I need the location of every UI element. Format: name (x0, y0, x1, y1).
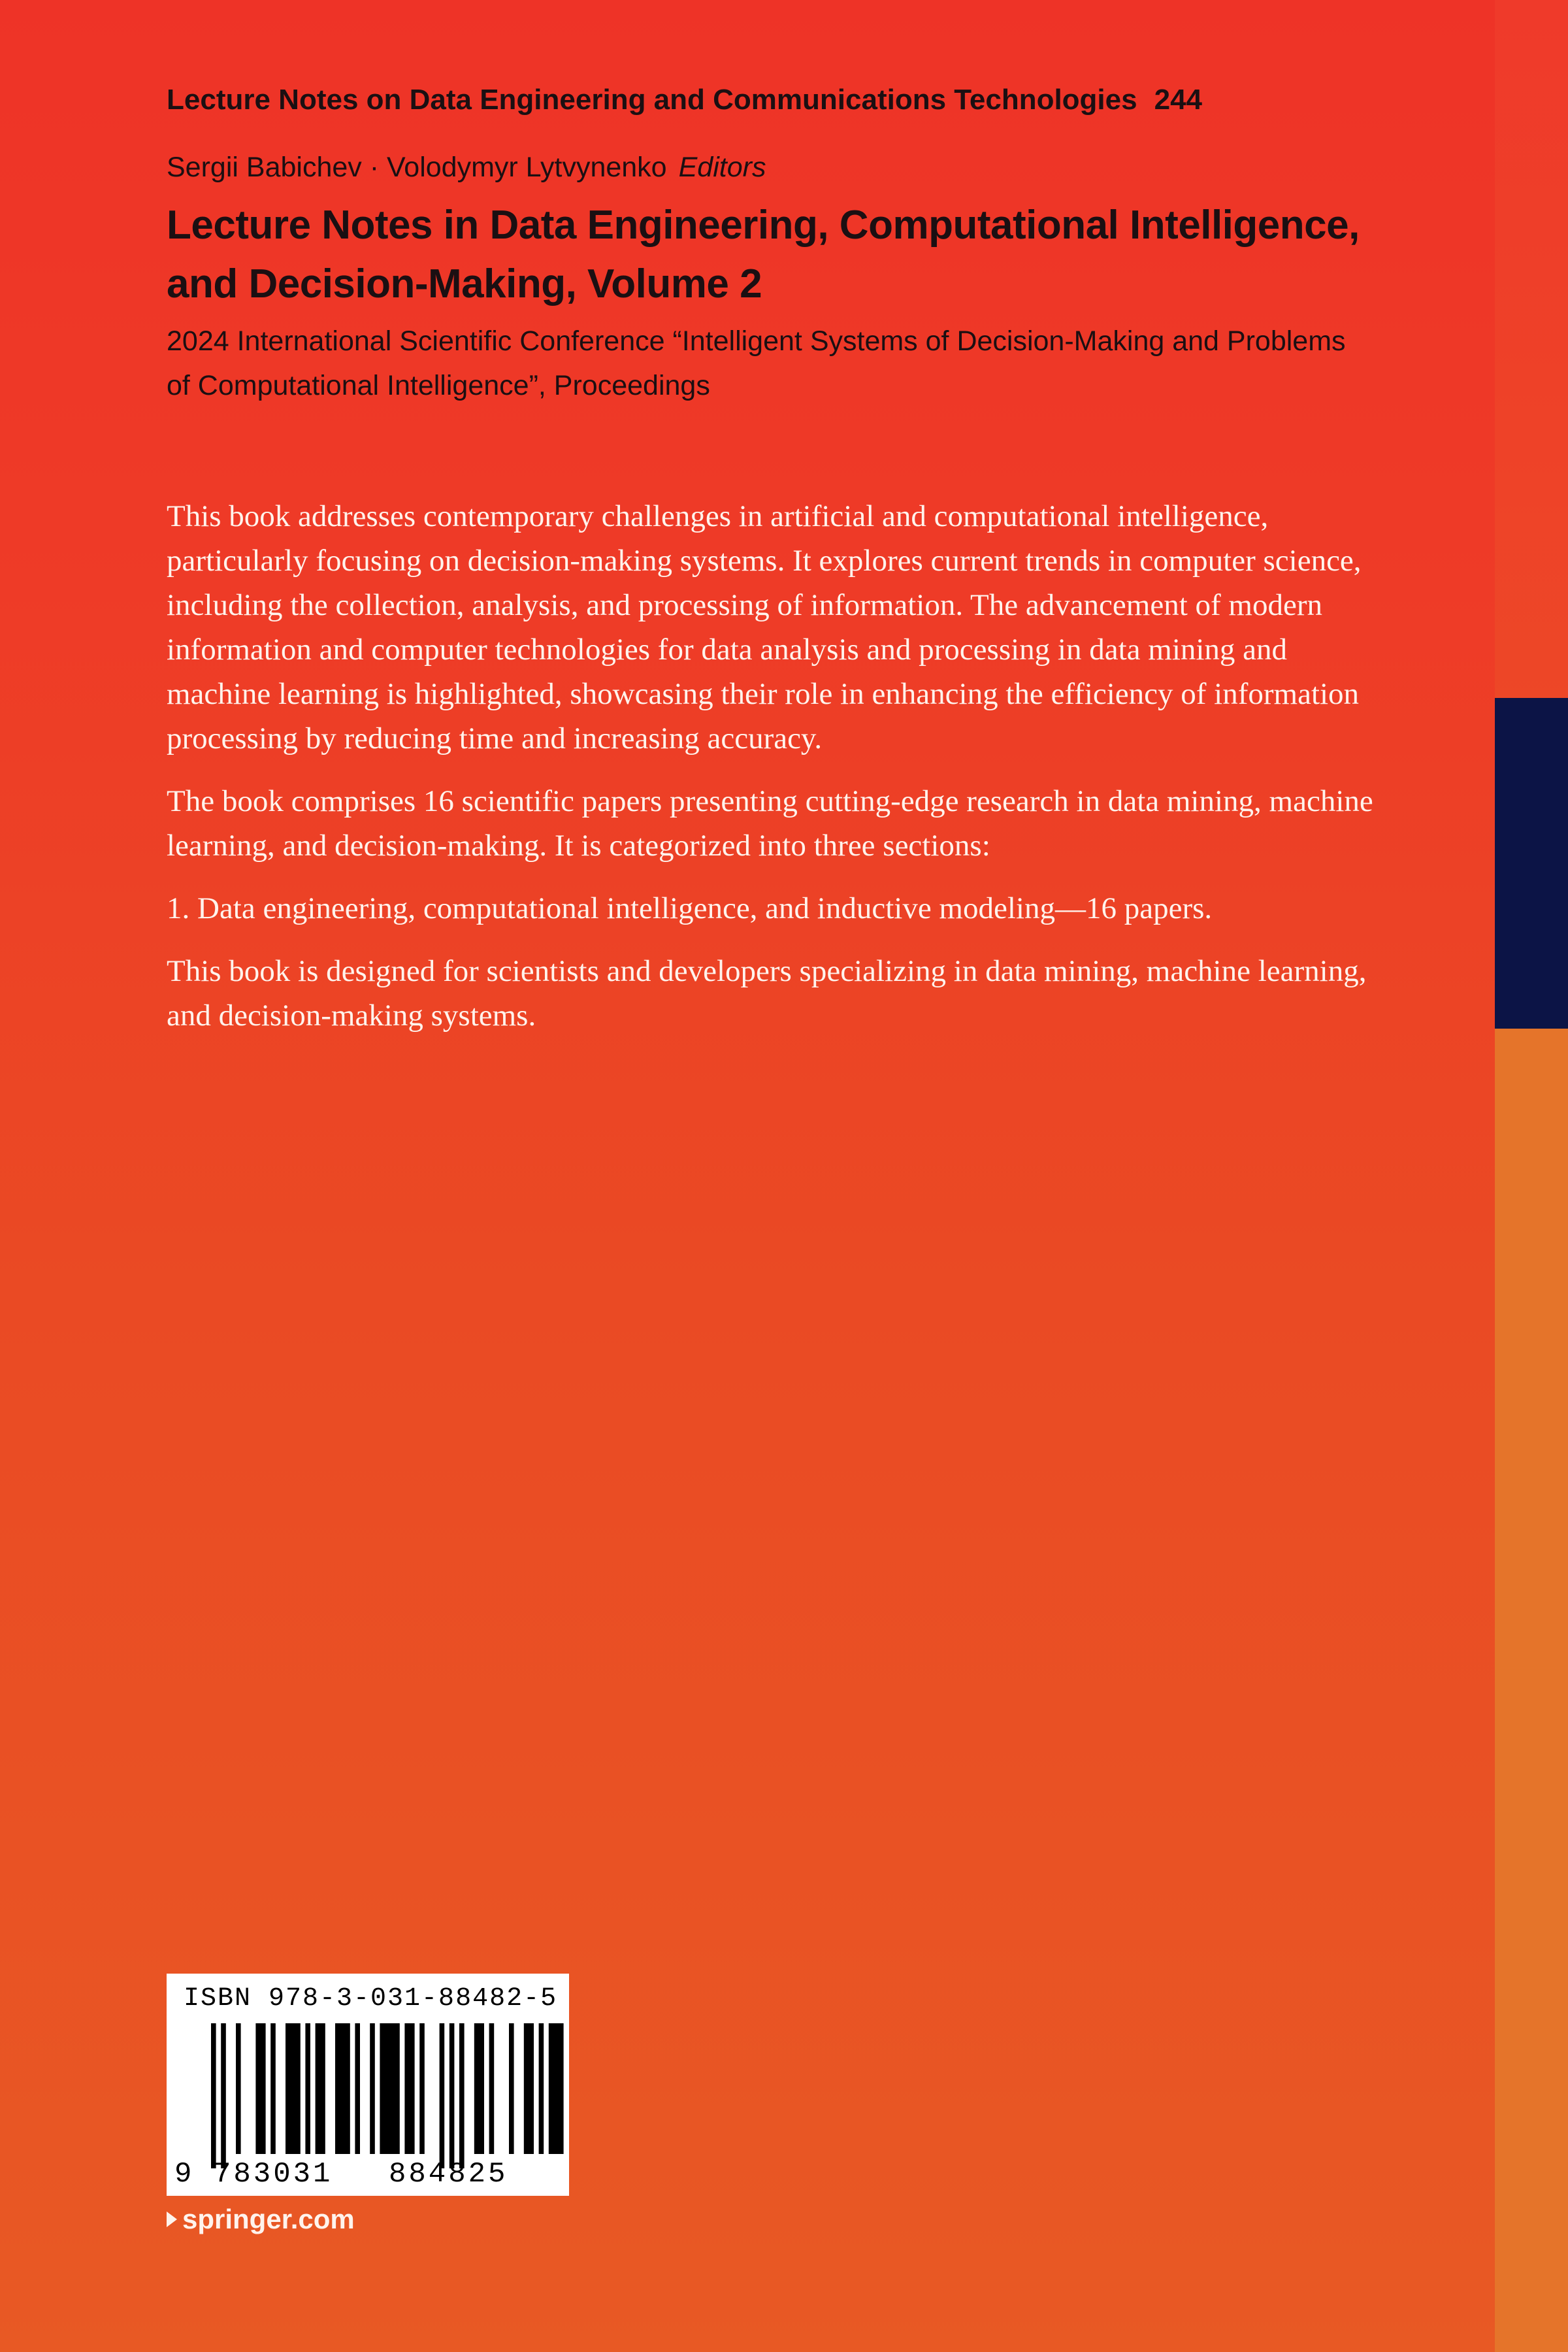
barcode-bar (355, 2023, 360, 2154)
publisher-website: springer.com (182, 2204, 355, 2234)
barcode-bar (286, 2023, 301, 2154)
series-line (167, 84, 1202, 116)
series-name: Lecture Notes on Data Engineering and Communications Technologies (167, 84, 1137, 116)
isbn-label: ISBN 978-3-031-88482-5 (184, 1984, 558, 2013)
editors-role: Editors (678, 152, 766, 183)
blurb-paragraph-4: This book is designed for scientists and developers specializing in data mining, machine learning, and decision-making systems. (167, 954, 1367, 1033)
barcode-bar (524, 2023, 534, 2154)
editors-line (167, 152, 766, 184)
barcode-bar (449, 2023, 455, 2168)
blurb-paragraph-3: 1. Data engineering, computational intelligence, and inductive modeling—16 papers. (167, 891, 1213, 925)
publisher-link[interactable] (167, 2204, 355, 2235)
barcode-right-digits: 884825 (389, 2158, 508, 2191)
series-number: 244 (1154, 84, 1203, 116)
barcode-bar (539, 2023, 544, 2154)
barcode-bar (549, 2023, 564, 2154)
barcode-bar (270, 2023, 276, 2154)
barcode-left-digits: 783031 (214, 2158, 333, 2191)
barcode-bar (305, 2023, 310, 2154)
editor-names: Sergii Babichev · Volodymyr Lytvynenko (167, 152, 667, 183)
book-title: Lecture Notes in Data Engineering, Computational Intelligence, and Decision-Making, Volume 2 (167, 203, 1360, 306)
barcode-bar (255, 2023, 265, 2154)
barcode-bar (459, 2023, 465, 2168)
arrow-icon (167, 2211, 177, 2227)
barcode-bar (236, 2023, 241, 2154)
barcode-bar (404, 2023, 414, 2154)
barcode-bar (221, 2023, 226, 2168)
isbn-barcode (167, 1974, 569, 2196)
barcode-bar (316, 2023, 325, 2154)
barcode-bar (489, 2023, 495, 2154)
blurb-paragraph-2: The book comprises 16 scientific papers presenting cutting-edge research in data mining, machine learning, and decision-making. It is categorized into three sections: (167, 784, 1373, 863)
book-subtitle: 2024 International Scientific Conference “Intelligent Systems of Decision-Making and Problems of Computational Intelligence”, Proceedings (167, 325, 1346, 401)
blurb-paragraph-1: This book addresses contemporary challenges in artificial and computational intelligence, particularly focusing on decision-making systems. It explores current trends in computer science, including the collection, analysis, and processing of information. The advancement of modern information and computer technologies for data analysis and processing in data mining and machine learning is highlighted, showcasing their role in enhancing the efficiency of information processing by reducing time and increasing accuracy. (167, 499, 1362, 755)
barcode-lead-digit: 9 (174, 2158, 192, 2191)
barcode-bar (370, 2023, 375, 2154)
barcode-bar (509, 2023, 514, 2154)
barcode-bar (474, 2023, 484, 2154)
barcode-bar (440, 2023, 445, 2168)
barcode-bar (211, 2023, 216, 2168)
barcode-bar (335, 2023, 350, 2154)
spine-orange-band (1495, 1029, 1568, 2352)
barcode-bar (419, 2023, 425, 2154)
spine-navy-band (1495, 698, 1568, 1029)
barcode-bar (380, 2023, 399, 2154)
blurb (167, 494, 1375, 1056)
